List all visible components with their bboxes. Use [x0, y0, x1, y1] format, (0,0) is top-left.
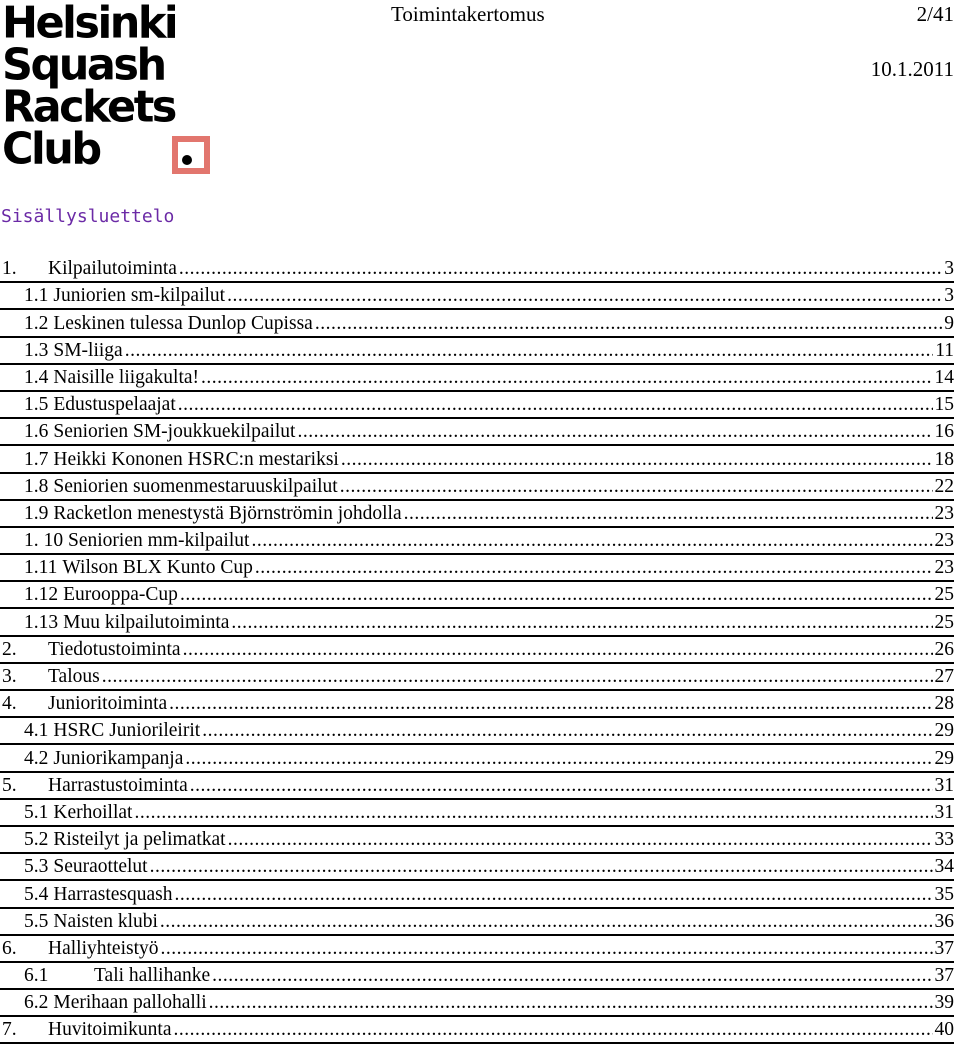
ball-icon — [182, 155, 192, 165]
toc-entry-page: 33 — [934, 829, 954, 851]
toc-entry[interactable] — [0, 963, 954, 990]
toc-entry-title: Kilpailutoiminta — [48, 258, 177, 280]
toc-entry[interactable] — [0, 609, 954, 636]
toc-entry-number: 1.1 — [24, 285, 49, 307]
toc-entry[interactable] — [0, 446, 954, 473]
toc-entry-title: Leskinen tulessa Dunlop Cupissa — [53, 312, 313, 334]
toc-entry-page: 28 — [934, 693, 954, 715]
toc-entry[interactable] — [0, 338, 954, 365]
toc-entry-page: 26 — [934, 638, 954, 660]
toc-entry-number: 6.1 — [24, 965, 49, 987]
toc-entry[interactable] — [0, 936, 954, 963]
toc-entry[interactable] — [0, 392, 954, 419]
toc-entry-page: 39 — [934, 992, 954, 1014]
toc-entry-title: Wilson BLX Kunto Cup — [62, 557, 253, 579]
toc-entry-page: 3 — [944, 258, 954, 280]
toc-entry[interactable] — [0, 501, 954, 528]
toc-entry-title: Tiedotustoiminta — [48, 638, 181, 660]
toc-heading: Sisällysluettelo — [1, 206, 175, 227]
toc-entry-number: 5.4 — [24, 883, 49, 905]
toc-entry-title: Kerhoillat — [53, 801, 133, 823]
toc-entry-page: 14 — [934, 366, 954, 388]
toc-entry-title: Naisille liigakulta! — [53, 366, 200, 388]
toc-entry-number: 1.8 — [24, 475, 49, 497]
toc-entry-page: 34 — [934, 856, 954, 878]
toc-entry[interactable] — [0, 990, 954, 1017]
toc-entry-number: 1.5 — [24, 394, 49, 416]
toc-entry[interactable] — [0, 827, 954, 854]
toc-entry-number: 7. — [2, 1019, 17, 1041]
toc-entry-number: 1.4 — [24, 366, 49, 388]
toc-entry-page: 23 — [934, 530, 954, 552]
toc-entry-page: 22 — [934, 475, 954, 497]
toc-entry-page: 3 — [944, 285, 954, 307]
toc-entry-title: 10 Seniorien mm-kilpailut — [43, 530, 250, 552]
toc-entry-title: Halliyhteistyö — [48, 937, 159, 959]
toc-entry-number: 1.13 — [24, 611, 59, 633]
toc-entry[interactable] — [0, 691, 954, 718]
toc-entry-number: 4. — [2, 693, 17, 715]
toc-entry-page: 25 — [934, 611, 954, 633]
logo-line-3: Rackets — [2, 81, 175, 133]
toc-entry-title: Edustuspelaajat — [53, 394, 176, 416]
toc-entry-number: 1. — [24, 530, 39, 552]
toc-entry[interactable] — [0, 419, 954, 446]
toc-entry-page: 18 — [934, 448, 954, 470]
toc-entry-number: 1.11 — [24, 557, 58, 579]
toc-entry-title: Seniorien SM-joukkuekilpailut — [53, 421, 296, 443]
toc-entry-number: 6.2 — [24, 992, 49, 1014]
toc-entry-number: 4.2 — [24, 747, 49, 769]
toc-entry-number: 5.3 — [24, 856, 49, 878]
toc-entry[interactable] — [0, 310, 954, 337]
toc-entry-page: 29 — [934, 720, 954, 742]
toc-entry-page: 11 — [935, 339, 954, 361]
toc-entry-title: Merihaan pallohalli — [53, 992, 207, 1014]
toc-entry[interactable] — [0, 528, 954, 555]
toc-entry-page: 25 — [934, 584, 954, 606]
toc-entry-title: Risteilyt ja pelimatkat — [53, 829, 226, 851]
toc-entry-number: 1.7 — [24, 448, 49, 470]
toc-entry[interactable] — [0, 881, 954, 908]
toc-entry[interactable] — [0, 1017, 954, 1044]
toc-entry-page: 16 — [934, 421, 954, 443]
toc-entry[interactable] — [0, 800, 954, 827]
toc-entry[interactable] — [0, 582, 954, 609]
toc-entry[interactable] — [0, 773, 954, 800]
toc-entry[interactable] — [0, 283, 954, 310]
toc-entry[interactable] — [0, 745, 954, 772]
toc-entry-page: 23 — [934, 557, 954, 579]
toc-entry-number: 1.9 — [24, 502, 49, 524]
toc-entry-page: 23 — [934, 502, 954, 524]
toc-entry-number: 1.12 — [24, 584, 59, 606]
toc-entry-number: 6. — [2, 937, 17, 959]
toc-entry[interactable] — [0, 474, 954, 501]
toc-entry-number: 3. — [2, 666, 17, 687]
club-logo — [2, 2, 216, 174]
toc-entry-number: 5.1 — [24, 801, 49, 823]
toc-entry-title: Muu kilpailutoiminta — [63, 611, 230, 633]
toc-entry-page: 35 — [934, 883, 954, 905]
toc-entry-number: 5.2 — [24, 829, 49, 851]
toc-entry-title: Naisten klubi — [53, 910, 158, 932]
toc-entry-number: 4.1 — [24, 720, 49, 742]
toc-entry-title: SM-liiga — [53, 339, 123, 361]
toc-entry-title: Racketlon menestystä Björnströmin johdolla — [53, 502, 402, 524]
toc-entry-page: 31 — [934, 801, 954, 823]
toc-entry-page: 36 — [934, 910, 954, 932]
toc-entry-number: 1.3 — [24, 339, 49, 361]
toc-entry-title: Tali hallihanke — [94, 965, 211, 987]
logo-line-2: Squash — [2, 39, 165, 91]
toc-entry-number: 1.2 — [24, 312, 49, 334]
toc-entry-title: Juniorikampanja — [53, 747, 184, 769]
toc-entry-title: Juniorien sm-kilpailut — [53, 285, 226, 307]
toc-entry-number: 1.6 — [24, 421, 49, 443]
logo-line-4: Club — [2, 123, 100, 175]
document-date: 10.1.2011 — [870, 57, 954, 81]
toc-entry-title: Seniorien suomenmestaruuskilpailut — [53, 475, 338, 497]
toc-entry-title: Junioritoiminta — [48, 693, 168, 715]
toc-entry-title: Eurooppa-Cup — [63, 584, 178, 606]
toc-entry[interactable] — [0, 365, 954, 392]
toc-entry-page: 37 — [934, 937, 954, 959]
toc-entry[interactable] — [0, 854, 954, 881]
toc-entry-page: 9 — [944, 312, 954, 334]
toc-entry[interactable] — [0, 637, 954, 664]
toc-entry-number: 5. — [2, 774, 17, 796]
toc-entry-title: Huvitoimikunta — [48, 1019, 172, 1041]
page-number: 2/41 — [916, 2, 954, 26]
toc-entry[interactable] — [0, 718, 954, 745]
toc-entry[interactable] — [0, 909, 954, 936]
toc-entry-title: HSRC Juniorileirit — [53, 720, 201, 742]
toc-entry-page: 15 — [934, 394, 954, 416]
toc-entry-number: 1. — [2, 258, 17, 280]
toc-entry-title: Heikki Kononen HSRC:n mestariksi — [53, 448, 339, 470]
toc-entry[interactable] — [0, 555, 954, 582]
toc-entry[interactable] — [0, 256, 954, 283]
toc-entry[interactable] — [0, 664, 954, 691]
logo-line-1: Helsinki — [2, 0, 177, 49]
logo-ball-mark-icon — [172, 136, 210, 174]
document-title: Toimintakertomus — [391, 2, 545, 26]
toc-entry-number: 5.5 — [24, 910, 49, 932]
toc-entry-title: Harrastesquash — [53, 883, 173, 905]
table-of-contents — [0, 256, 954, 1044]
toc-entry-page: 37 — [934, 965, 954, 987]
toc-entry-page: 31 — [934, 774, 954, 796]
toc-entry-title: Talous — [48, 666, 100, 687]
toc-entry-page: 27 — [934, 666, 954, 687]
toc-entry-number: 2. — [2, 638, 17, 660]
toc-entry-page: 29 — [934, 747, 954, 769]
toc-entry-title: Harrastustoiminta — [48, 774, 188, 796]
toc-entry-title: Seuraottelut — [53, 856, 148, 878]
toc-entry-page: 40 — [934, 1019, 954, 1041]
